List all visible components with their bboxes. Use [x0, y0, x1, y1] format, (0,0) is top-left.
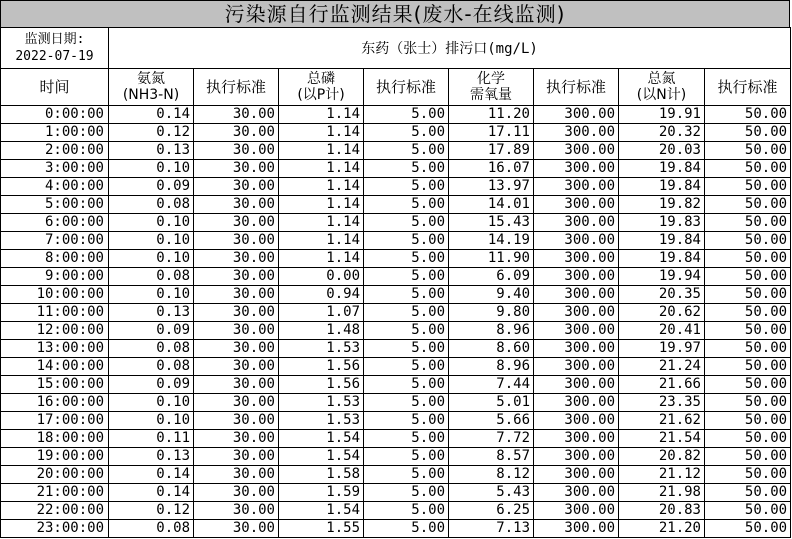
cod-value: 8.96 — [449, 322, 534, 340]
table-row — [1, 466, 791, 484]
date-cell — [1, 28, 109, 69]
standard-value: 50.00 — [705, 484, 791, 502]
phosphorus-value: 1.14 — [279, 214, 364, 232]
standard-value: 300.00 — [534, 430, 619, 448]
standard-value: 30.00 — [194, 124, 279, 142]
standard-value: 5.00 — [364, 124, 449, 142]
standard-value: 5.00 — [364, 178, 449, 196]
standard-value: 30.00 — [194, 304, 279, 322]
phosphorus-value: 1.53 — [279, 394, 364, 412]
time-cell: 19:00:00 — [1, 448, 109, 466]
cod-value: 13.97 — [449, 178, 534, 196]
standard-value: 50.00 — [705, 466, 791, 484]
standard-value: 300.00 — [534, 178, 619, 196]
cod-value: 5.01 — [449, 394, 534, 412]
table-row — [1, 394, 791, 412]
standard-value: 50.00 — [705, 106, 791, 124]
cod-value: 7.44 — [449, 376, 534, 394]
cod-value: 17.11 — [449, 124, 534, 142]
standard-value: 50.00 — [705, 142, 791, 160]
cod-value: 5.66 — [449, 412, 534, 430]
ammonia-value: 0.08 — [109, 520, 194, 538]
cod-value: 9.40 — [449, 286, 534, 304]
standard-value: 50.00 — [705, 322, 791, 340]
standard-value: 30.00 — [194, 430, 279, 448]
standard-value: 5.00 — [364, 376, 449, 394]
ammonia-value: 0.10 — [109, 214, 194, 232]
header-tp-line1: 总磷 — [307, 71, 335, 87]
standard-value: 300.00 — [534, 466, 619, 484]
nitrogen-value: 20.83 — [619, 502, 705, 520]
nitrogen-value: 21.98 — [619, 484, 705, 502]
standard-value: 50.00 — [705, 502, 791, 520]
ammonia-value: 0.08 — [109, 358, 194, 376]
table-row — [1, 286, 791, 304]
phosphorus-value: 1.14 — [279, 232, 364, 250]
table-row — [1, 502, 791, 520]
time-cell: 11:00:00 — [1, 304, 109, 322]
time-cell: 17:00:00 — [1, 412, 109, 430]
standard-value: 5.00 — [364, 520, 449, 538]
standard-value: 300.00 — [534, 502, 619, 520]
standard-value: 5.00 — [364, 502, 449, 520]
cod-value: 9.80 — [449, 304, 534, 322]
standard-value: 300.00 — [534, 124, 619, 142]
ammonia-value: 0.14 — [109, 484, 194, 502]
cod-value: 6.09 — [449, 268, 534, 286]
time-cell: 6:00:00 — [1, 214, 109, 232]
standard-value: 5.00 — [364, 214, 449, 232]
standard-value: 5.00 — [364, 196, 449, 214]
header-cod-line1: 化学 — [477, 71, 505, 87]
standard-value: 30.00 — [194, 394, 279, 412]
standard-value: 50.00 — [705, 358, 791, 376]
table-row — [1, 340, 791, 358]
standard-value: 50.00 — [705, 340, 791, 358]
nitrogen-value: 19.84 — [619, 250, 705, 268]
nitrogen-value: 21.66 — [619, 376, 705, 394]
standard-value: 300.00 — [534, 448, 619, 466]
table-row — [1, 160, 791, 178]
nitrogen-value: 20.32 — [619, 124, 705, 142]
standard-value: 5.00 — [364, 250, 449, 268]
time-cell: 1:00:00 — [1, 124, 109, 142]
nitrogen-value: 19.97 — [619, 340, 705, 358]
phosphorus-value: 1.53 — [279, 412, 364, 430]
header-ammonia-line2: (NH3-N) — [122, 87, 180, 103]
monitoring-table — [0, 27, 791, 538]
cod-value: 5.43 — [449, 484, 534, 502]
table-row — [1, 214, 791, 232]
cod-value: 14.19 — [449, 232, 534, 250]
phosphorus-value: 1.59 — [279, 484, 364, 502]
nitrogen-value: 19.82 — [619, 196, 705, 214]
time-cell: 5:00:00 — [1, 196, 109, 214]
standard-value: 50.00 — [705, 286, 791, 304]
nitrogen-value: 19.84 — [619, 160, 705, 178]
table-row — [1, 250, 791, 268]
table-row — [1, 448, 791, 466]
standard-value: 300.00 — [534, 304, 619, 322]
time-cell: 15:00:00 — [1, 376, 109, 394]
cod-value: 14.01 — [449, 196, 534, 214]
nitrogen-value: 21.54 — [619, 430, 705, 448]
header-time: 时间 — [1, 69, 109, 106]
table-row — [1, 142, 791, 160]
phosphorus-value: 1.55 — [279, 520, 364, 538]
standard-value: 30.00 — [194, 502, 279, 520]
time-cell: 4:00:00 — [1, 178, 109, 196]
table-row — [1, 322, 791, 340]
standard-value: 50.00 — [705, 196, 791, 214]
ammonia-value: 0.09 — [109, 322, 194, 340]
standard-value: 300.00 — [534, 286, 619, 304]
standard-value: 5.00 — [364, 232, 449, 250]
standard-value: 30.00 — [194, 448, 279, 466]
standard-value: 5.00 — [364, 268, 449, 286]
standard-value: 30.00 — [194, 376, 279, 394]
ammonia-value: 0.08 — [109, 340, 194, 358]
phosphorus-value: 1.14 — [279, 178, 364, 196]
nitrogen-value: 19.84 — [619, 232, 705, 250]
standard-value: 5.00 — [364, 484, 449, 502]
standard-value: 50.00 — [705, 124, 791, 142]
header-standard-4: 执行标准 — [705, 69, 791, 106]
header-tn-line1: 总氮 — [647, 71, 676, 87]
phosphorus-value: 1.14 — [279, 124, 364, 142]
date-label: 监测日期: — [24, 32, 85, 47]
standard-value: 30.00 — [194, 322, 279, 340]
standard-value: 30.00 — [194, 286, 279, 304]
nitrogen-value: 21.24 — [619, 358, 705, 376]
standard-value: 50.00 — [705, 178, 791, 196]
cod-value: 6.25 — [449, 502, 534, 520]
standard-value: 50.00 — [705, 394, 791, 412]
ammonia-value: 0.09 — [109, 376, 194, 394]
standard-value: 300.00 — [534, 358, 619, 376]
standard-value: 5.00 — [364, 340, 449, 358]
cod-value: 17.89 — [449, 142, 534, 160]
header-tp-line2: (以P计) — [297, 87, 345, 103]
time-cell: 21:00:00 — [1, 484, 109, 502]
table-row — [1, 520, 791, 538]
ammonia-value: 0.10 — [109, 412, 194, 430]
standard-value: 50.00 — [705, 376, 791, 394]
standard-value: 5.00 — [364, 466, 449, 484]
standard-value: 5.00 — [364, 106, 449, 124]
standard-value: 300.00 — [534, 412, 619, 430]
ammonia-value: 0.14 — [109, 466, 194, 484]
phosphorus-value: 1.56 — [279, 376, 364, 394]
ammonia-value: 0.12 — [109, 124, 194, 142]
standard-value: 5.00 — [364, 448, 449, 466]
standard-value: 50.00 — [705, 412, 791, 430]
standard-value: 30.00 — [194, 268, 279, 286]
standard-value: 50.00 — [705, 268, 791, 286]
cod-value: 11.90 — [449, 250, 534, 268]
nitrogen-value: 20.35 — [619, 286, 705, 304]
time-cell: 3:00:00 — [1, 160, 109, 178]
ammonia-value: 0.11 — [109, 430, 194, 448]
cod-value: 15.43 — [449, 214, 534, 232]
table-row — [1, 268, 791, 286]
standard-value: 300.00 — [534, 394, 619, 412]
cod-value: 8.12 — [449, 466, 534, 484]
table-body — [1, 106, 791, 538]
table-row — [1, 124, 791, 142]
ammonia-value: 0.10 — [109, 250, 194, 268]
nitrogen-value: 23.35 — [619, 394, 705, 412]
standard-value: 30.00 — [194, 142, 279, 160]
cod-value: 16.07 — [449, 160, 534, 178]
standard-value: 50.00 — [705, 160, 791, 178]
standard-value: 30.00 — [194, 520, 279, 538]
table-row — [1, 304, 791, 322]
nitrogen-value: 19.91 — [619, 106, 705, 124]
header-standard-3: 执行标准 — [534, 69, 619, 106]
standard-value: 300.00 — [534, 232, 619, 250]
table-row — [1, 178, 791, 196]
standard-value: 5.00 — [364, 412, 449, 430]
table-row — [1, 232, 791, 250]
cod-value: 8.57 — [449, 448, 534, 466]
table-row — [1, 412, 791, 430]
header-ammonia — [109, 69, 194, 106]
standard-value: 30.00 — [194, 412, 279, 430]
standard-value: 50.00 — [705, 250, 791, 268]
standard-value: 300.00 — [534, 160, 619, 178]
time-cell: 14:00:00 — [1, 358, 109, 376]
table-row — [1, 376, 791, 394]
header-cod — [449, 69, 534, 106]
standard-value: 300.00 — [534, 196, 619, 214]
phosphorus-value: 0.94 — [279, 286, 364, 304]
nitrogen-value: 20.62 — [619, 304, 705, 322]
phosphorus-value: 1.14 — [279, 106, 364, 124]
ammonia-value: 0.12 — [109, 502, 194, 520]
nitrogen-value: 20.03 — [619, 142, 705, 160]
ammonia-value: 0.10 — [109, 160, 194, 178]
time-cell: 2:00:00 — [1, 142, 109, 160]
standard-value: 300.00 — [534, 142, 619, 160]
standard-value: 300.00 — [534, 376, 619, 394]
standard-value: 5.00 — [364, 358, 449, 376]
ammonia-value: 0.10 — [109, 232, 194, 250]
time-cell: 7:00:00 — [1, 232, 109, 250]
standard-value: 30.00 — [194, 232, 279, 250]
nitrogen-value: 19.83 — [619, 214, 705, 232]
time-cell: 10:00:00 — [1, 286, 109, 304]
ammonia-value: 0.10 — [109, 286, 194, 304]
header-ammonia-line1: 氨氮 — [137, 71, 165, 87]
time-cell: 0:00:00 — [1, 106, 109, 124]
table-row — [1, 358, 791, 376]
nitrogen-value: 20.82 — [619, 448, 705, 466]
standard-value: 5.00 — [364, 322, 449, 340]
standard-value: 30.00 — [194, 178, 279, 196]
standard-value: 30.00 — [194, 484, 279, 502]
header-standard-1: 执行标准 — [194, 69, 279, 106]
standard-value: 50.00 — [705, 430, 791, 448]
cod-value: 7.72 — [449, 430, 534, 448]
ammonia-value: 0.13 — [109, 304, 194, 322]
standard-value: 300.00 — [534, 484, 619, 502]
standard-value: 30.00 — [194, 106, 279, 124]
phosphorus-value: 1.53 — [279, 340, 364, 358]
standard-value: 50.00 — [705, 214, 791, 232]
standard-value: 300.00 — [534, 106, 619, 124]
table-row — [1, 484, 791, 502]
report-title: 污染源自行监测结果(废水-在线监测) — [0, 0, 790, 27]
standard-value: 5.00 — [364, 286, 449, 304]
standard-value: 5.00 — [364, 304, 449, 322]
standard-value: 5.00 — [364, 142, 449, 160]
phosphorus-value: 1.54 — [279, 448, 364, 466]
standard-value: 50.00 — [705, 448, 791, 466]
cod-value: 7.13 — [449, 520, 534, 538]
time-cell: 13:00:00 — [1, 340, 109, 358]
cod-value: 8.60 — [449, 340, 534, 358]
nitrogen-value: 19.84 — [619, 178, 705, 196]
time-cell: 23:00:00 — [1, 520, 109, 538]
standard-value: 30.00 — [194, 466, 279, 484]
outlet-name: 东药（张士）排污口(mg/L) — [109, 28, 791, 69]
time-cell: 9:00:00 — [1, 268, 109, 286]
time-cell: 18:00:00 — [1, 430, 109, 448]
standard-value: 30.00 — [194, 250, 279, 268]
header-standard-2: 执行标准 — [364, 69, 449, 106]
ammonia-value: 0.13 — [109, 448, 194, 466]
standard-value: 300.00 — [534, 250, 619, 268]
cod-value: 11.20 — [449, 106, 534, 124]
nitrogen-value: 21.20 — [619, 520, 705, 538]
standard-value: 30.00 — [194, 196, 279, 214]
nitrogen-value: 21.12 — [619, 466, 705, 484]
phosphorus-value: 1.54 — [279, 502, 364, 520]
time-cell: 16:00:00 — [1, 394, 109, 412]
header-total-nitrogen — [619, 69, 705, 106]
phosphorus-value: 1.56 — [279, 358, 364, 376]
phosphorus-value: 0.00 — [279, 268, 364, 286]
phosphorus-value: 1.14 — [279, 196, 364, 214]
standard-value: 30.00 — [194, 214, 279, 232]
standard-value: 300.00 — [534, 268, 619, 286]
standard-value: 300.00 — [534, 520, 619, 538]
header-tn-line2: (以N计) — [636, 87, 687, 103]
standard-value: 5.00 — [364, 160, 449, 178]
nitrogen-value: 20.41 — [619, 322, 705, 340]
standard-value: 300.00 — [534, 214, 619, 232]
ammonia-value: 0.08 — [109, 268, 194, 286]
standard-value: 50.00 — [705, 520, 791, 538]
ammonia-value: 0.14 — [109, 106, 194, 124]
time-cell: 22:00:00 — [1, 502, 109, 520]
ammonia-value: 0.09 — [109, 178, 194, 196]
standard-value: 50.00 — [705, 232, 791, 250]
header-row — [1, 69, 791, 106]
table-row — [1, 106, 791, 124]
cod-value: 8.96 — [449, 358, 534, 376]
nitrogen-value: 19.94 — [619, 268, 705, 286]
time-cell: 8:00:00 — [1, 250, 109, 268]
standard-value: 300.00 — [534, 322, 619, 340]
phosphorus-value: 1.54 — [279, 430, 364, 448]
time-cell: 12:00:00 — [1, 322, 109, 340]
ammonia-value: 0.13 — [109, 142, 194, 160]
header-total-phosphorus — [279, 69, 364, 106]
ammonia-value: 0.10 — [109, 394, 194, 412]
time-cell: 20:00:00 — [1, 466, 109, 484]
standard-value: 30.00 — [194, 358, 279, 376]
phosphorus-value: 1.07 — [279, 304, 364, 322]
standard-value: 50.00 — [705, 304, 791, 322]
phosphorus-value: 1.14 — [279, 250, 364, 268]
date-value: 2022-07-19 — [15, 49, 94, 64]
table-row — [1, 430, 791, 448]
standard-value: 5.00 — [364, 394, 449, 412]
phosphorus-value: 1.14 — [279, 160, 364, 178]
table-row — [1, 196, 791, 214]
header-cod-line2: 需氧量 — [470, 87, 512, 103]
standard-value: 30.00 — [194, 160, 279, 178]
phosphorus-value: 1.58 — [279, 466, 364, 484]
nitrogen-value: 21.62 — [619, 412, 705, 430]
standard-value: 300.00 — [534, 340, 619, 358]
phosphorus-value: 1.14 — [279, 142, 364, 160]
standard-value: 5.00 — [364, 430, 449, 448]
meta-row — [1, 28, 791, 69]
standard-value: 30.00 — [194, 340, 279, 358]
ammonia-value: 0.08 — [109, 196, 194, 214]
phosphorus-value: 1.48 — [279, 322, 364, 340]
